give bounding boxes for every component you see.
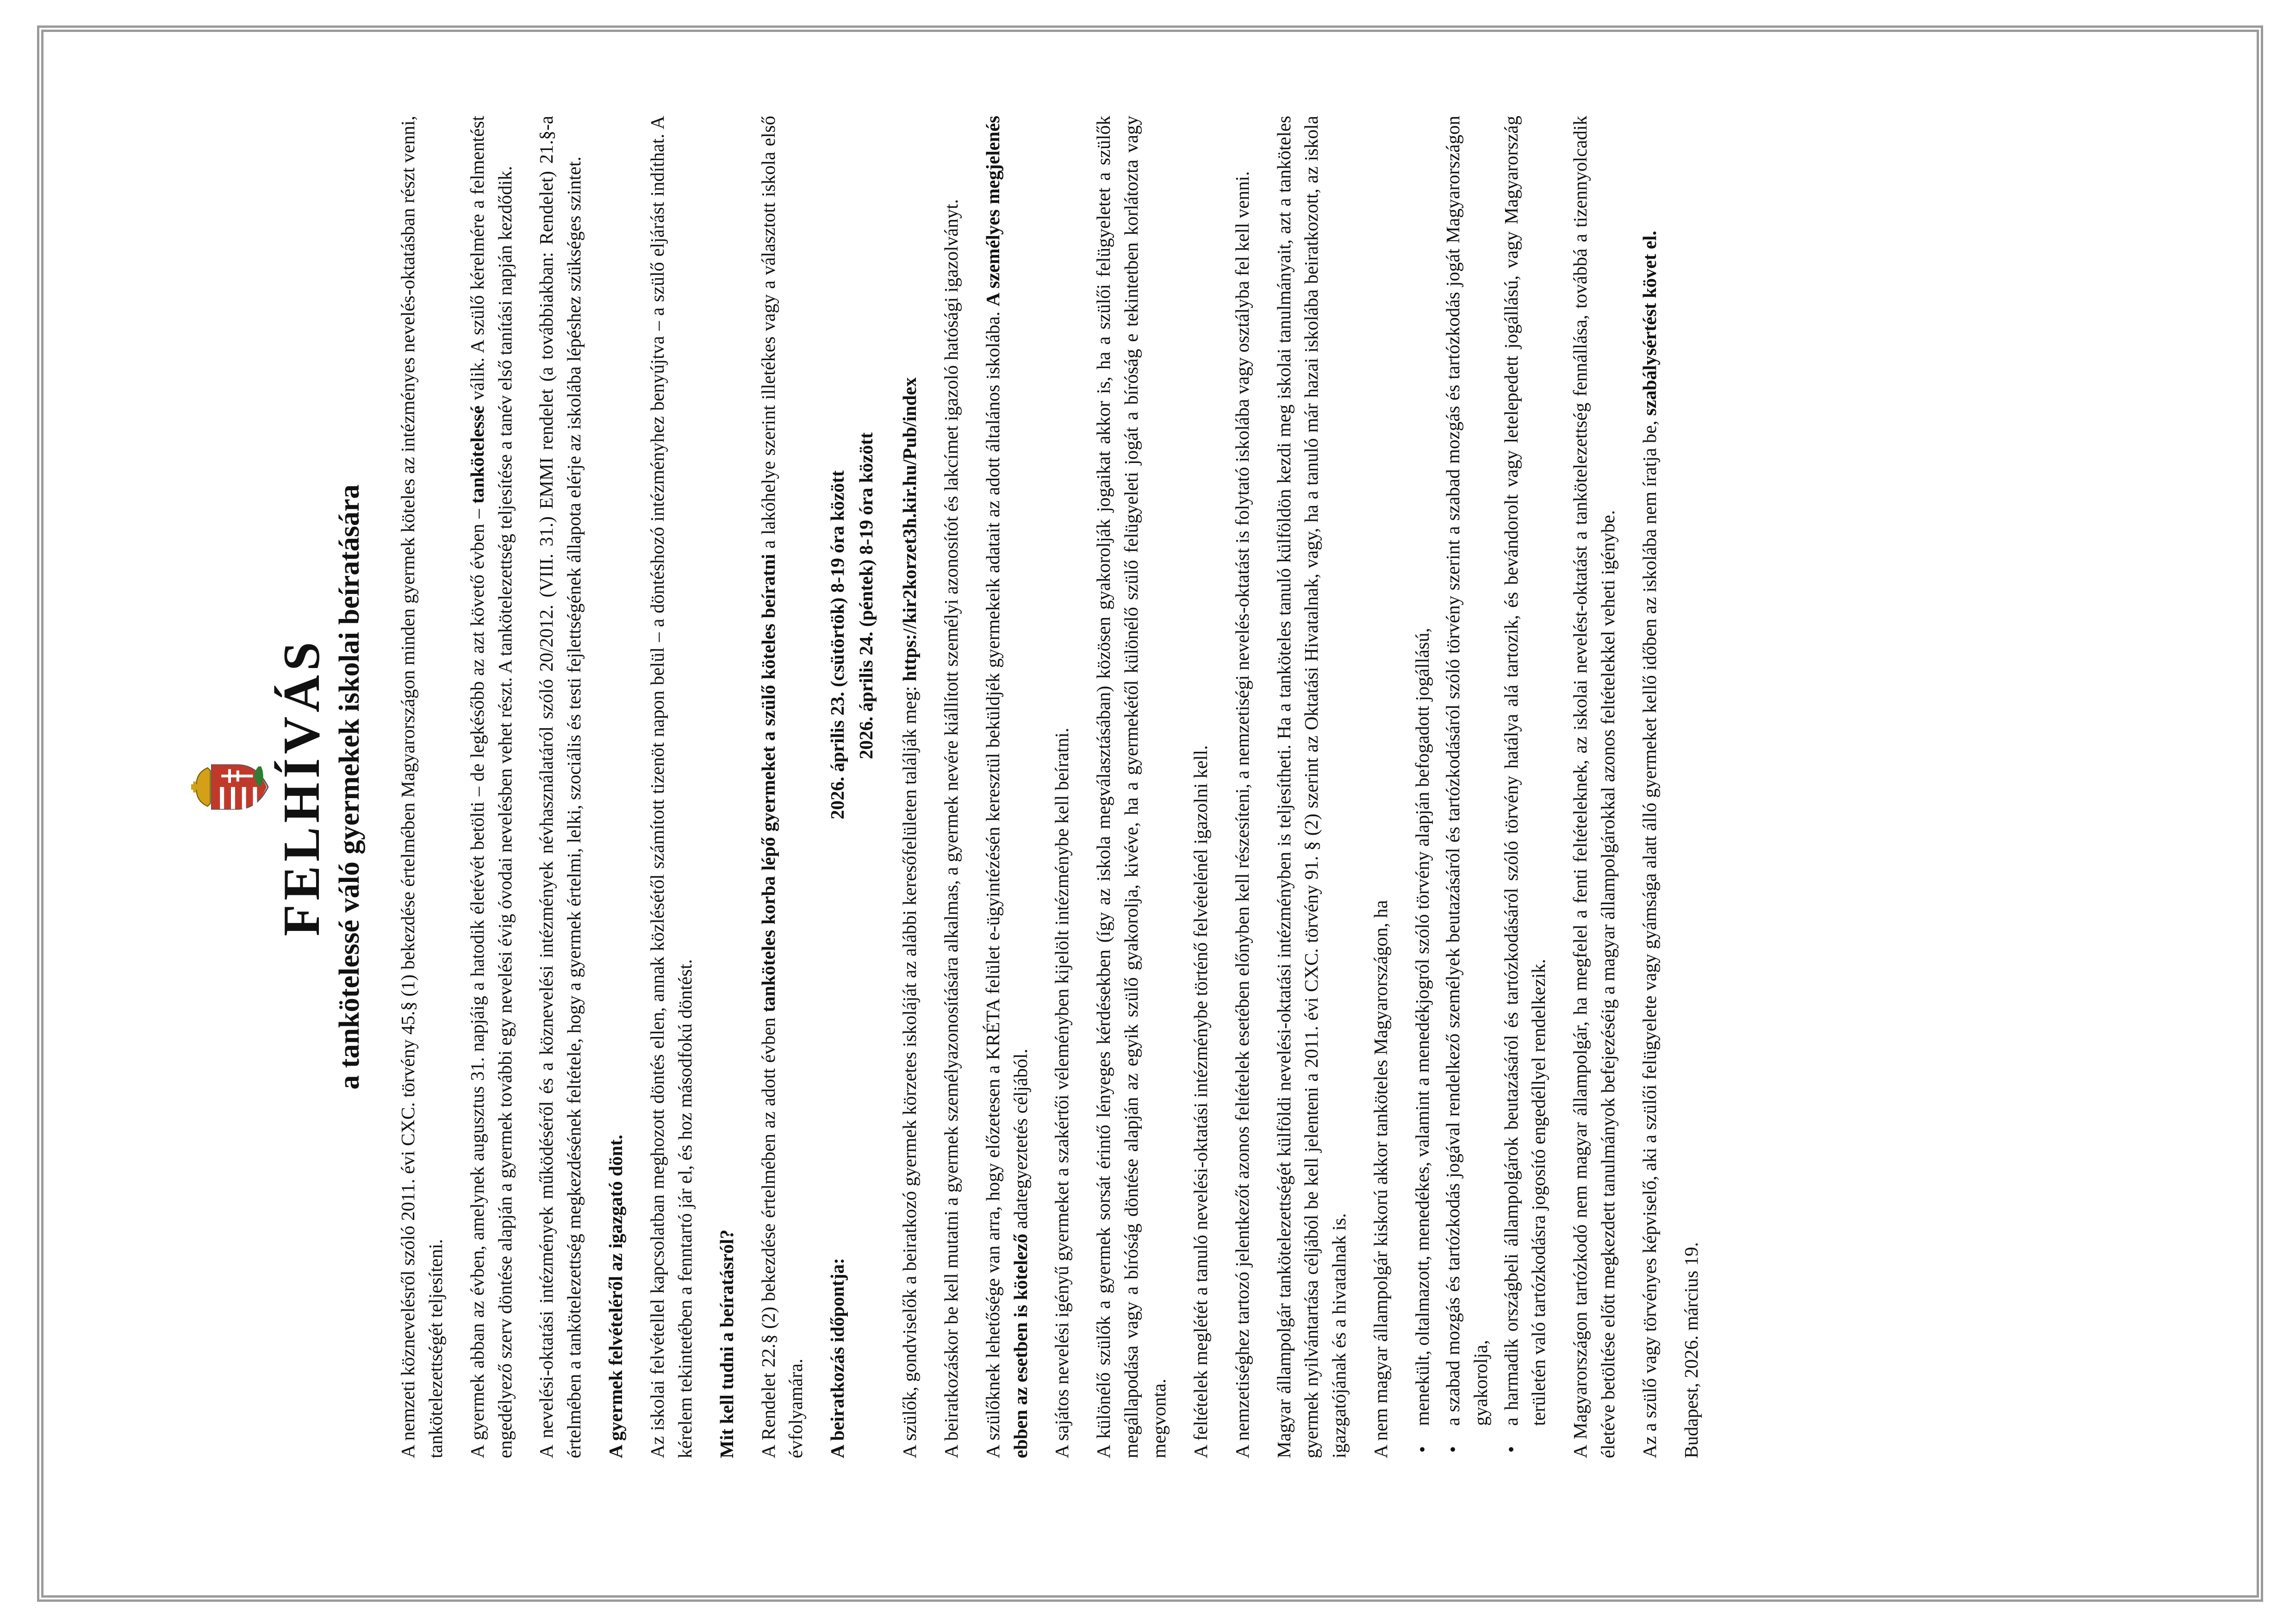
heading-what-to-know: Mit kell tudni a beíratásról?: [716, 1229, 737, 1458]
enrollment-date-2: 2026. április 24. (péntek) 8-19 óra között: [855, 432, 877, 759]
paragraph-offence: Az a szülő vagy törvényes képviselő, aki a szülői felügyelete vagy gyámsága alatt álló gyermeket kellő időben az iskolába nem íratja be, szabálysértést követ el.: [1639, 231, 1661, 1458]
paragraph-legal-basis: A nemzeti köznevelésről szóló 2011. évi CXC. törvény 45.§ (1) bekezdése értelmében Magyarországon minden gyermek köteles az intézményes nevelés-oktatásban részt venni, tankötelezettségét teljesíteni.: [397, 116, 446, 1458]
paragraph-special-needs: A sajátos nevelési igényű gyermeket a szakértői véleményben kijelölt intézménybe kell beíratni.: [1051, 728, 1073, 1458]
paragraph-conditions: A feltételek meglétét a tanuló nevelési-oktatási intézménybe történő felvételénél igazolni kell.: [1189, 745, 1211, 1458]
hungarian-coat-of-arms-icon: [190, 752, 272, 822]
paragraph-foreign-nationals: A nem magyar állampolgár kiskorú akkor tanköteles Magyarországon, ha: [1370, 900, 1392, 1458]
paragraph-appeal: Az iskolai felvétellel kapcsolatban meghozott döntés ellen, annak közlésétől számított tizenöt napon belül – a döntéshozó intézményhez benyújtva – a szülő eljárást indíthat. A kérelem tekintetében a fenntartó jár el, és hoz másodfokú döntést.: [647, 116, 696, 1458]
emphasis-personal-presence: A személyes megjelenés ebben az esetben is kötelező: [982, 115, 1031, 1458]
district-search-link[interactable]: https://kir2korzet3h.kir.hu/Pub/index: [899, 377, 921, 681]
page-title: FELHÍVÁS: [273, 637, 330, 937]
place-and-date: Budapest, 2026. március 19.: [1680, 1242, 1702, 1458]
list-item: • menekült, oltalmazott, menedékes, valamint a menedékjogról szóló törvény alapján befogadott jogállású,: [1409, 116, 1437, 1458]
foreign-conditions-list: [1409, 116, 1553, 1458]
paragraph-nationality: A nemzetiséghez tartozó jelentkezőt azonos feltételek esetében előnyben kell részesíteni, a nemzetiségi nevelés-oktatást is folytató iskolába vagy osztályba fel kell venni.: [1231, 171, 1253, 1458]
list-item: • a harmadik országbeli állampolgárok beutazásáról és tartózkodásáról szóló törvény hatálya alá tartozik, és bevándorolt vagy letelepedett jogállású, vagy Magyarország területén való tartózkodásra jogosító engedéllyel rendelkezik.: [1498, 116, 1553, 1458]
enrollment-date-1: 2026. április 23. (csütörtök) 8-19 óra között: [827, 470, 848, 819]
list-item: • a szabad mozgás és tartózkodás jogával rendelkező személyek beutazásáról és tartózkodásáról szóló törvény szerint a szabad mozgás és tartózkodás jogát Magyarországon gyakorolja,: [1439, 116, 1495, 1458]
paragraph-school-age: A gyermek abban az évben, amelynek augusztus 31. napjáig a hatodik életévét betölti – de legkésőbb az azt követő évben – tankötelessé válik. A szülő kérelmére a felmentést engedélyező szerv döntése alapján a gyermek további egy nevelési évig óvodai nevelésben vehet részt. A tankötelezettség teljesítése a tanév első tanítási napján kezdődik.: [466, 115, 516, 1458]
paragraph-documents: A beiratkozáskor be kell mutatni a gyermek személyazonosítására alkalmas, a gyermek nevére kiállított személyi azonosítót és lakcímet igazoló hatósági igazolványt.: [940, 199, 962, 1458]
paragraph-abroad: Magyar állampolgár tankötelezettségét külföldi nevelési-oktatási intézményben is teljesítheti. Ha a tanköteles tanuló külföldön kezdi meg iskolai tanulmányait, azt a tanköteles gyermek nyilvántartása céljából be kell jelenteni a 2011. évi CXC. törvény 91. § (2) szerint az Oktatási Hivatalnak, vagy, ha a tanuló már hazai iskolába beiratkozott, az iskola igazgatójának és a hivatalnak is.: [1273, 116, 1350, 1458]
heading-enrollment-dates: A beiratkozás időpontja:: [827, 1258, 848, 1458]
enrollment-dates-row: [824, 116, 852, 1458]
document-body: [190, 116, 2291, 1458]
emphasis-tankoteles: tankötelessé: [466, 406, 488, 504]
paragraph-district-search: A szülők, gondviselők a beiratkozó gyermek körzetes iskoláját az alábbi keresőfelületen találják meg: https://kir2korzet3h.kir.hu/Pub/index: [899, 377, 921, 1458]
page-subtitle: a tankötelessé váló gyermekek iskolai beíratására: [333, 484, 365, 1090]
heading-admission-decision: A gyermek felvételéről az igazgató dönt.: [605, 1134, 627, 1458]
emphasis-obligation: tanköteles korba lépő gyermeket a szülő köteles beíratni: [757, 554, 779, 1012]
paragraph-foreign-conditions-met: A Magyarországon tartózkodó nem magyar állampolgár, ha megfelel a fenti feltételeknek, az iskolai nevelést-oktatást a tankötelezettség fennállása, továbbá a tizennyolcadik életéve betöltése előtt megkezdett tanulmányok befejezéséig a magyar állampolgárokkal azonos feltételekkel veheti igénybe.: [1569, 116, 1619, 1458]
emphasis-offence: szabálysértést követ el.: [1639, 231, 1661, 416]
paragraph-kreta: A szülőknek lehetősége van arra, hogy előzetesen a KRÉTA felület e-ügyintézésén keresztül beküldjék gyermekeik adatait az adott általános iskolába. A személyes megjelenés ebben az esetben is kötelező adategyeztetés céljából.: [982, 115, 1031, 1458]
paragraph-separated-parents: A különélő szülők a gyermek sorsát érintő lényeges kérdésekben (így az iskola megválasztásában) közösen gyakorolják jogaikat akkor is, ha a szülői felügyeletet a szülők megállapodása vagy a bíróság döntése alapján az egyik szülő gyakorolja, kivéve, ha a gyermekétől különélő szülő felügyeleti jogát a bíróság e tekintetben korlátozta vagy megvonta.: [1093, 116, 1170, 1458]
paragraph-readiness: A nevelési-oktatási intézmények működéséről és a köznevelési intézmények névhasználatáról szóló 20/2012. (VIII. 31.) EMMI rendelet (a továbbiakban: Rendelet) 21.§-a értelmében a tankötelezettség megkezdésének feltétele, hogy a gyermek értelmi, lelki, szociális és testi fejlettségének állapota elérje az iskolába lépéshez szükséges szintet.: [535, 116, 585, 1458]
paragraph-obligation: A Rendelet 22.§ (2) bekezdése értelmében az adott évben tanköteles korba lépő gyermeket a szülő köteles beíratni a lakóhelye szerint illetékes vagy a választott iskola első évfolyamára.: [757, 115, 807, 1458]
